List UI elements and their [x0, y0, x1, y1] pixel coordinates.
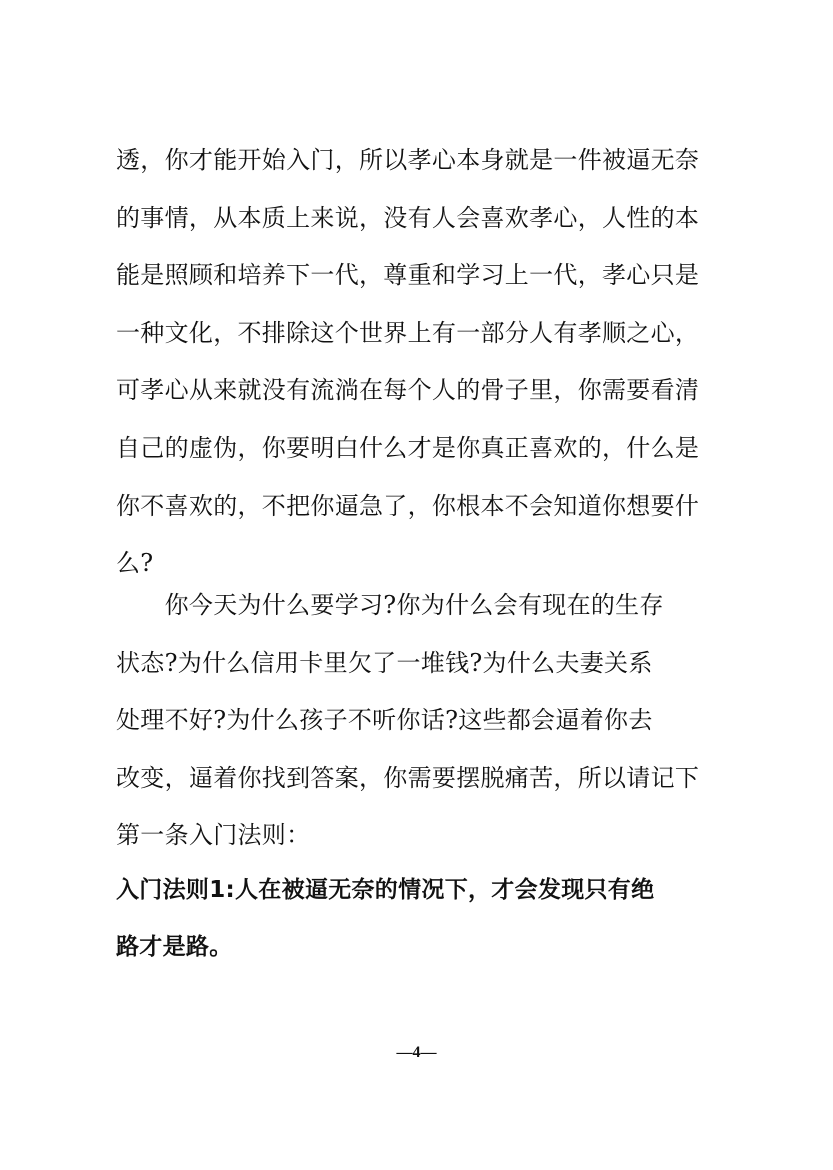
text-line: 状态?为什么信用卡里欠了一堆钱?为什么夫妻关系 [116, 648, 653, 677]
text-line: 的事情，从本质上来说，没有人会喜欢孝心，人性的本 [116, 203, 700, 232]
text-line: 自己的虚伪，你要明白什么才是你真正喜欢的，什么是 [116, 433, 700, 462]
text-line: 么? [116, 549, 154, 578]
text-line: 可孝心从来就没有流淌在每个人的骨子里，你需要看清 [116, 376, 700, 405]
text-line: 处理不好?为什么孩子不听你话?这些都会逼着你去 [116, 706, 653, 735]
text-line: 透，你才能开始入门，所以孝心本身就是一件被逼无奈 [116, 146, 700, 174]
rule-statement [116, 862, 716, 976]
text-line: 你不喜欢的，不把你逼急了，你根本不会知道你想要什 [116, 491, 700, 520]
text-line: 你今天为什么要学习?你为什么会有现在的生存 [116, 591, 664, 619]
text-line: 改变，逼着你找到答案，你需要摆脱痛苦，所以请记下 [116, 763, 700, 792]
text-line: 第一条入门法则： [116, 821, 311, 850]
paragraph-2 [116, 577, 716, 865]
text-line: 能是照顾和培养下一代，尊重和学习上一代，孝心只是 [116, 261, 700, 290]
page-number: —4— [396, 1044, 437, 1061]
rule-line: 路才是路。 [116, 934, 233, 960]
text-line: 一种文化，不排除这个世界上有一部分人有孝顺之心， [116, 318, 700, 347]
paragraph-1 [116, 132, 716, 593]
rule-line: 入门法则1:人在被逼无奈的情况下，才会发现只有绝 [116, 877, 655, 903]
